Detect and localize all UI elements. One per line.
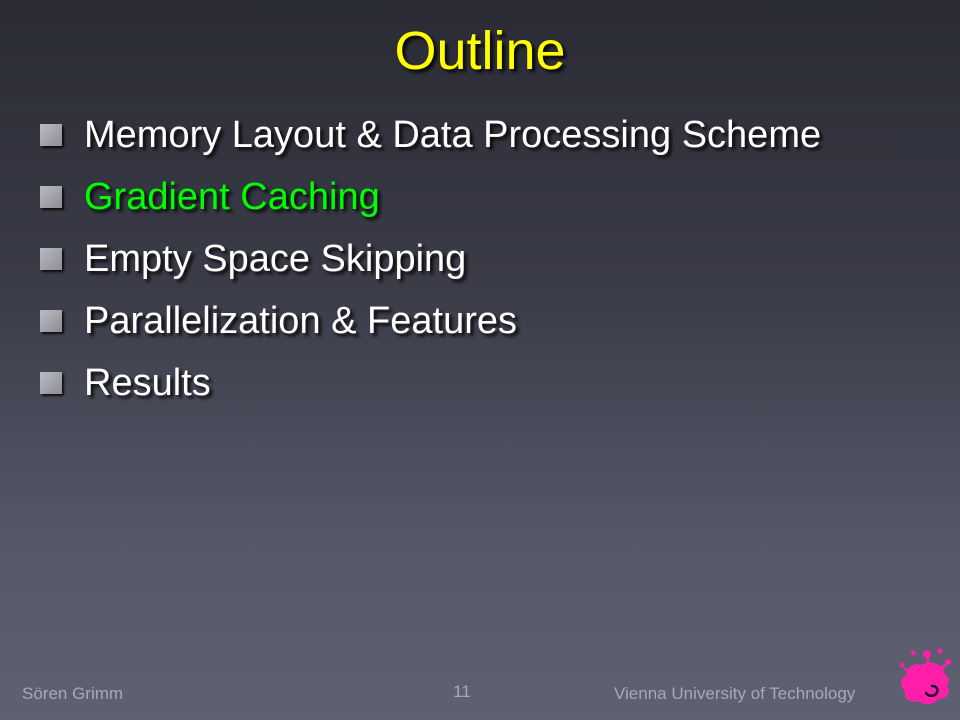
bullet-text: Memory Layout & Data Processing Scheme [84, 114, 822, 156]
square-bullet-icon [40, 248, 62, 270]
square-bullet-icon [40, 310, 62, 332]
bullet-text: Empty Space Skipping [84, 238, 467, 280]
square-bullet-icon [40, 124, 62, 146]
bullet-list [40, 104, 940, 414]
bullet-item [40, 228, 940, 290]
bullet-text: Results [84, 362, 211, 404]
square-bullet-icon [40, 186, 62, 208]
bullet-item [40, 166, 940, 228]
footer-author: Sören Grimm [22, 684, 124, 703]
footer-organization: Vienna University of Technology [614, 684, 856, 703]
bullet-item [40, 352, 940, 414]
square-bullet-icon [40, 372, 62, 394]
page-number: 11 [453, 682, 471, 701]
bullet-item [40, 290, 940, 352]
bullet-item [40, 104, 940, 166]
bullet-text: Parallelization & Features [84, 300, 517, 342]
paint-splash-logo-icon [896, 646, 954, 708]
bullet-text-highlighted: Gradient Caching [84, 176, 380, 218]
slide-title: Outline [394, 21, 566, 81]
